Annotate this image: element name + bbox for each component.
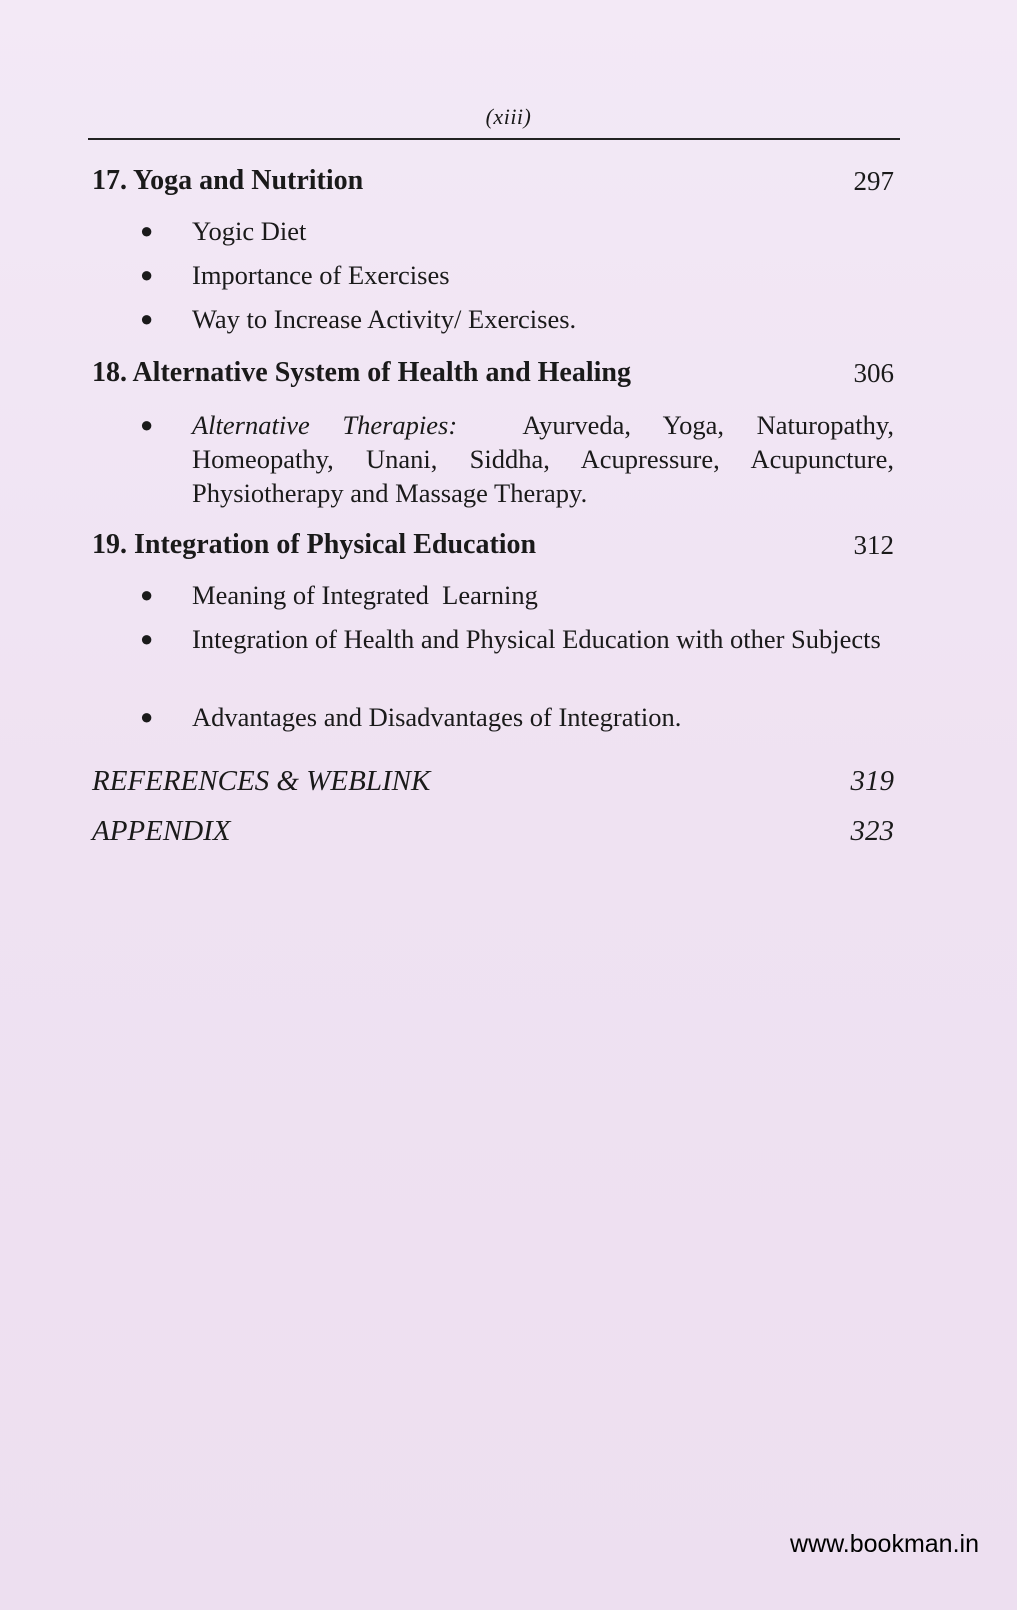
appendix-entry	[92, 814, 894, 848]
header-rule	[88, 138, 900, 140]
list-item-text	[192, 408, 894, 510]
list-item	[140, 408, 894, 510]
chapter-17-page: 297	[853, 166, 894, 196]
bullet-icon: ●	[140, 262, 154, 287]
chapter-18-heading	[92, 356, 894, 390]
publisher-url: www.bookman.in	[790, 1530, 979, 1558]
bullet-icon: ●	[140, 626, 154, 651]
list-item	[140, 578, 894, 612]
list-item	[140, 622, 894, 656]
page-number: (xiii)	[485, 104, 532, 129]
references-entry	[92, 764, 894, 798]
chapter-19-page: 312	[853, 530, 894, 560]
references-title: REFERENCES & WEBLINK	[92, 765, 431, 797]
list-item	[140, 302, 894, 336]
bullet-icon: ●	[140, 582, 154, 607]
therapies-label: Alternative Therapies:	[192, 410, 458, 440]
list-item-text: Advantages and Disadvantages of Integration.	[192, 702, 682, 732]
list-item	[140, 700, 894, 734]
list-item-text: Importance of Exercises	[192, 260, 450, 290]
list-item-text: Yogic Diet	[192, 216, 307, 246]
bullet-icon: ●	[140, 704, 154, 729]
list-item-text: Integration of Health and Physical Education with other Subjects	[192, 624, 881, 654]
bullet-icon: ●	[140, 412, 154, 437]
list-item	[140, 258, 894, 292]
appendix-title: APPENDIX	[92, 815, 231, 847]
chapter-17-title: 17. Yoga and Nutrition	[92, 165, 364, 196]
chapter-18-page: 306	[853, 358, 894, 388]
chapter-18-title: 18. Alternative System of Health and Healing	[92, 357, 631, 388]
bullet-icon: ●	[140, 306, 154, 331]
list-item-text: Way to Increase Activity/ Exercises.	[192, 304, 577, 334]
therapies-list: Ayurveda, Yoga, Naturopathy, Homeopathy, Unani, Siddha, Acupressure, Acupuncture, Physiotherapy and Massage Therapy.	[192, 410, 895, 508]
list-item-text: Meaning of Integrated Learning	[192, 580, 538, 610]
chapter-17-heading	[92, 164, 894, 198]
references-page: 319	[850, 765, 894, 797]
chapter-19-title: 19. Integration of Physical Education	[92, 529, 537, 560]
appendix-page: 323	[850, 815, 894, 847]
list-item	[140, 214, 894, 248]
bullet-icon: ●	[140, 218, 154, 243]
chapter-19-heading	[92, 528, 894, 562]
